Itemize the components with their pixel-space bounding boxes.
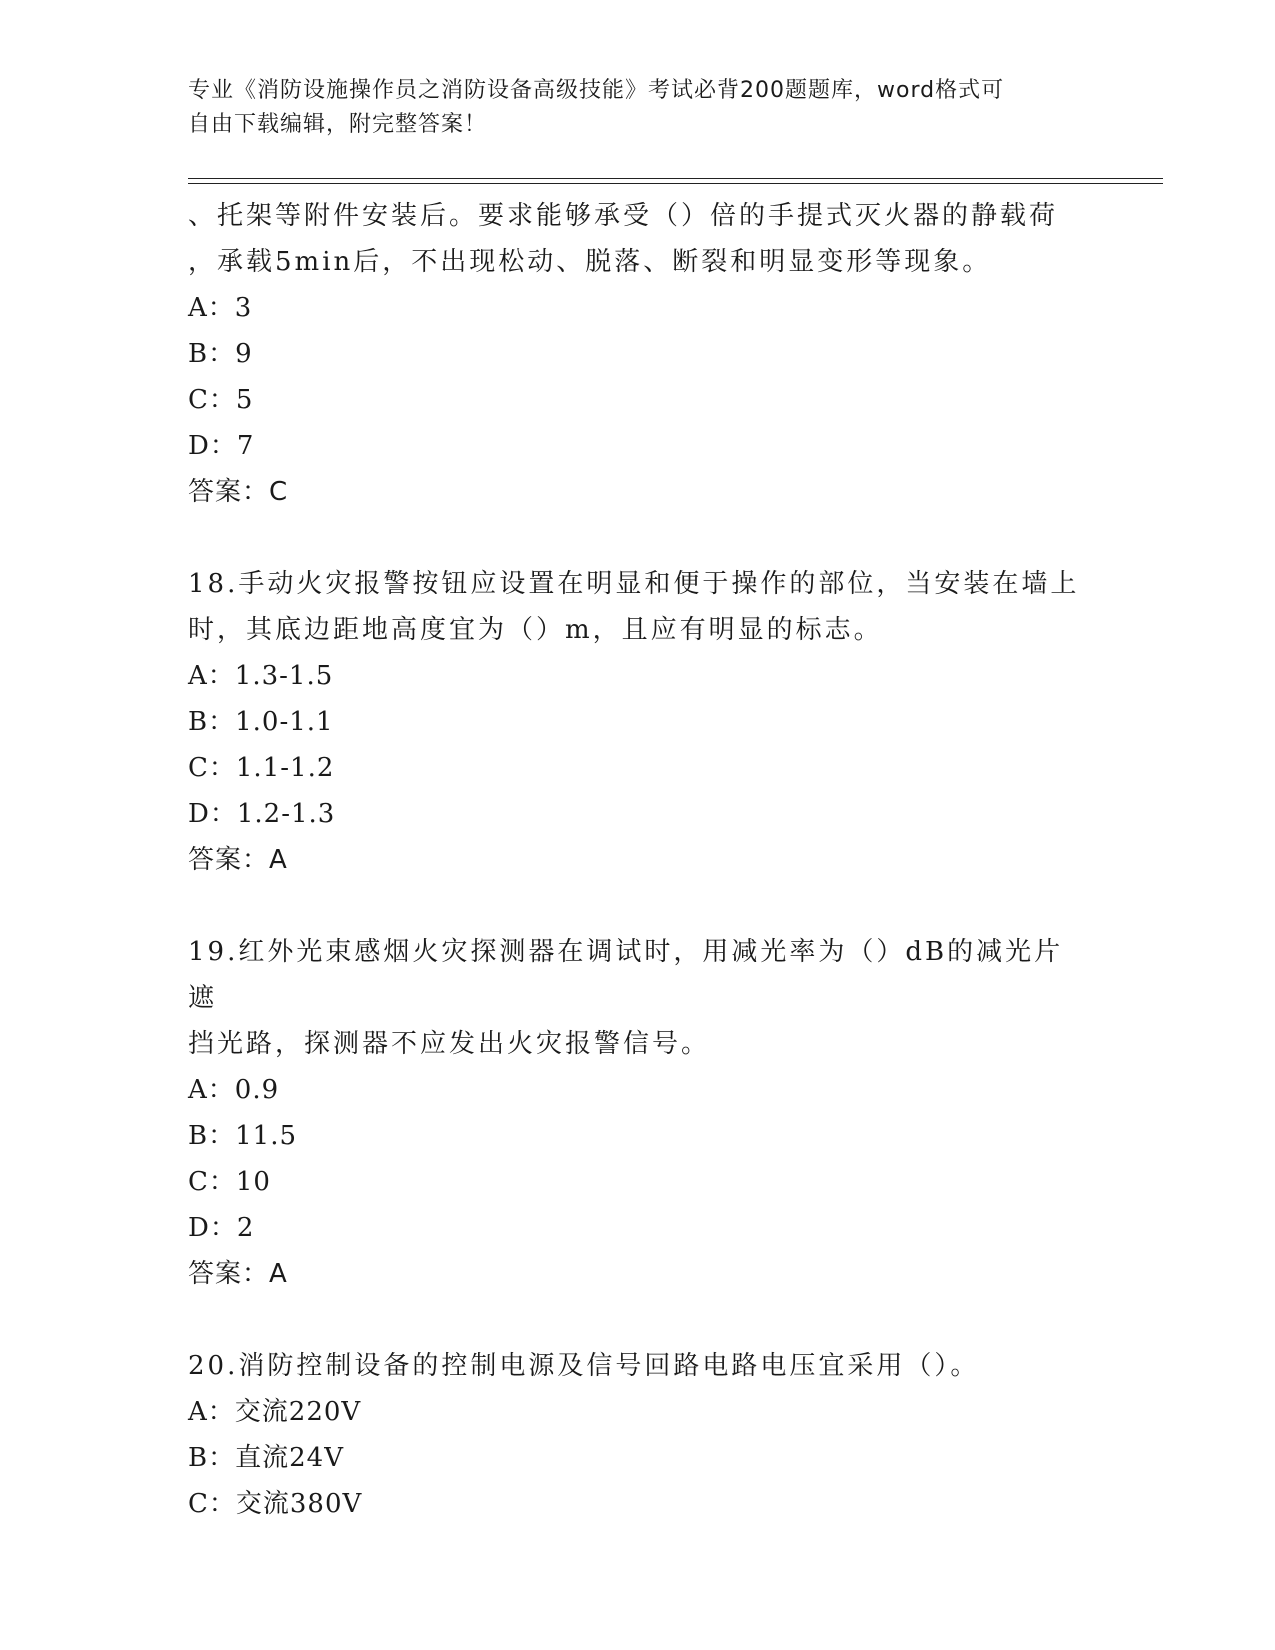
header-divider-top <box>188 178 1163 179</box>
option-d: D：1.2-1.3 <box>188 799 336 829</box>
option-c: C：10 <box>188 1167 271 1197</box>
option-c: C：5 <box>188 385 254 415</box>
option-a: A：0.9 <box>188 1075 280 1105</box>
option-c: C：交流380V <box>188 1489 363 1519</box>
question-text-line: 18.手动火灾报警按钮应设置在明显和便于操作的部位，当安装在墙上 <box>188 569 1080 599</box>
question-text-line: 时，其底边距地高度宜为（）m，且应有明显的标志。 <box>188 615 883 645</box>
spacer <box>188 515 1088 561</box>
option-d: D：7 <box>188 431 255 461</box>
question-18 <box>188 561 1088 883</box>
header-divider-bottom <box>188 183 1163 184</box>
option-b: B：11.5 <box>188 1121 297 1151</box>
question-17 <box>188 193 1088 515</box>
spacer <box>188 883 1088 929</box>
question-text-line: 、托架等附件安装后。要求能够承受（）倍的手提式灭火器的静载荷 <box>188 201 1059 231</box>
option-b: B：9 <box>188 339 253 369</box>
option-d: D：2 <box>188 1213 255 1243</box>
question-text-line: 20.消防控制设备的控制电源及信号回路电路电压宜采用（）。 <box>188 1351 980 1381</box>
document-header <box>188 74 1088 142</box>
option-b: B：直流24V <box>188 1443 344 1473</box>
answer: 答案：A <box>188 1259 288 1289</box>
header-line-1: 专业《消防设施操作员之消防设备高级技能》考试必背200题题库，word格式可 <box>188 78 1005 103</box>
option-a: A：交流220V <box>188 1397 362 1427</box>
question-20 <box>188 1343 1088 1527</box>
spacer <box>188 1297 1088 1343</box>
question-text-line: 挡光路，探测器不应发出火灾报警信号。 <box>188 1029 711 1059</box>
option-a: A：3 <box>188 293 253 323</box>
option-a: A：1.3-1.5 <box>188 661 334 691</box>
header-line-2: 自由下载编辑，附完整答案！ <box>188 112 488 137</box>
option-b: B：1.0-1.1 <box>188 707 334 737</box>
question-text-line: ，承载5min后，不出现松动、脱落、断裂和明显变形等现象。 <box>188 247 992 277</box>
question-list <box>188 193 1088 1527</box>
answer: 答案：C <box>188 477 289 507</box>
question-text-line: 19.红外光束感烟火灾探测器在调试时，用减光率为（）dB的减光片遮 <box>188 937 1064 1013</box>
option-c: C：1.1-1.2 <box>188 753 335 783</box>
answer: 答案：A <box>188 845 288 875</box>
question-19 <box>188 929 1088 1297</box>
